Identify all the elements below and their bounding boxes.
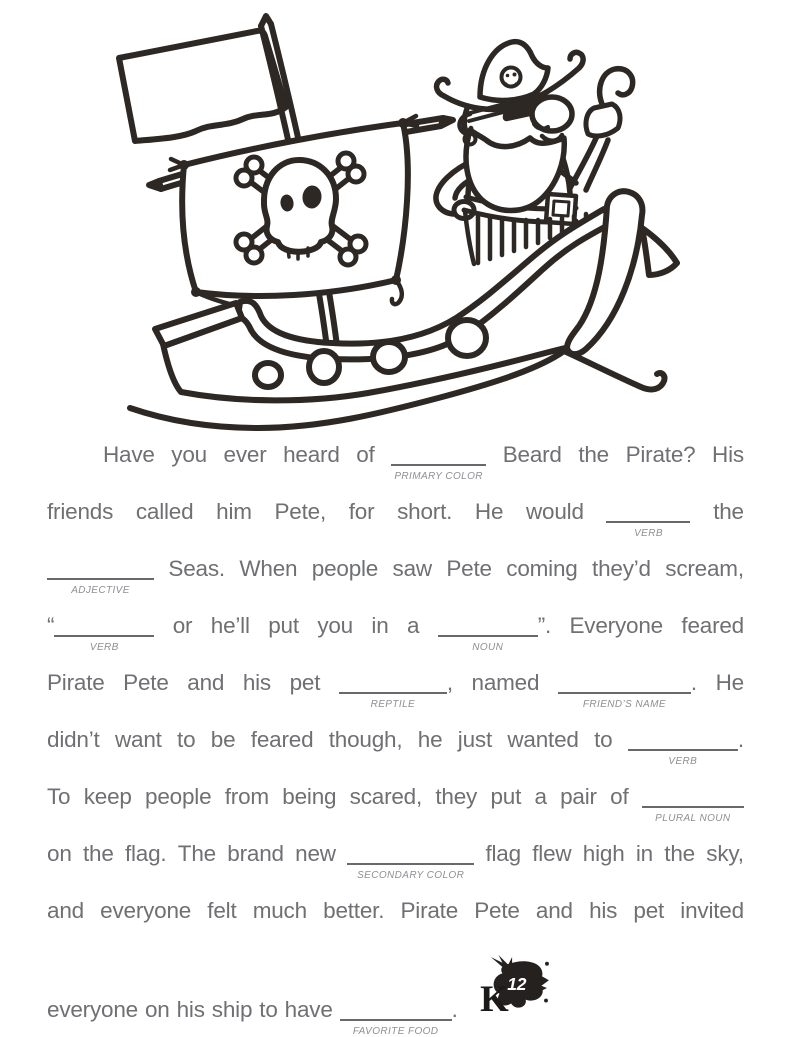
story-word: want [114, 727, 162, 752]
porthole-icon [309, 351, 339, 383]
story-word: and [535, 898, 573, 923]
story-word: When [239, 556, 298, 581]
blank-label: PLURAL NOUN [655, 813, 731, 824]
blank-token: “ VERB [47, 613, 154, 639]
story-word: pet [289, 670, 321, 695]
story-word: of [610, 784, 629, 809]
story-word: just [457, 727, 492, 752]
story-word: have [284, 997, 333, 1022]
story-word: and [47, 898, 84, 923]
story-word: they [435, 784, 478, 809]
blank-label: VERB [89, 642, 119, 653]
story-word: felt [207, 898, 237, 923]
story-word: better. [323, 898, 385, 923]
story-word: brand [227, 841, 284, 866]
blank-label: VERB [634, 528, 663, 539]
fill-in-blank[interactable] [54, 635, 154, 653]
story-word: people [311, 556, 379, 581]
story-line [47, 613, 744, 670]
story-word: a [534, 784, 547, 809]
blank-label: VERB [668, 756, 698, 767]
story-word: saw [392, 556, 432, 581]
stern-post [567, 191, 677, 354]
fill-in-blank[interactable] [391, 464, 486, 482]
story-word: much [252, 898, 307, 923]
story-line [47, 499, 744, 556]
story-word: ship [211, 997, 253, 1022]
story-word: pet [633, 898, 665, 923]
story-word: Beard [502, 442, 562, 467]
porthole-icon [255, 363, 281, 387]
fill-in-blank[interactable] [642, 806, 744, 824]
story-word: short. [397, 499, 453, 524]
story-word: Pete [446, 556, 492, 581]
story-word: friends [47, 499, 114, 524]
blank-label: NOUN [472, 642, 504, 653]
story-word: in [635, 841, 653, 866]
story-word: everyone [47, 997, 138, 1022]
story-word: Pirate? [625, 442, 696, 467]
story-word: flew [532, 841, 572, 866]
k12reader-logo-icon [479, 955, 551, 1017]
story-word: Pirate [47, 670, 105, 695]
story-word: in [371, 613, 389, 638]
story-word: Pete [123, 670, 169, 695]
story-word: put [268, 613, 299, 638]
story-word: the [713, 499, 744, 524]
story-word: scream, [665, 556, 744, 581]
story-word: To [47, 784, 71, 809]
blank-label: SECONDARY COLOR [357, 870, 465, 881]
story-word: a [406, 613, 420, 638]
blank-token: REPTILE , [339, 670, 453, 696]
story-word: they’d [592, 556, 651, 581]
story-word: to [259, 997, 278, 1022]
story-word: Pete [474, 898, 520, 923]
blank-token: VERB . [628, 727, 744, 753]
story-word: to [594, 727, 613, 752]
porthole-icon [448, 320, 486, 356]
story-word: His [712, 442, 744, 467]
blank-label: FAVORITE FOOD [352, 1026, 439, 1037]
blank-label: PRIMARY COLOR [394, 471, 483, 482]
story-word: flag [485, 841, 521, 866]
story-word: and [187, 670, 225, 695]
story-word: the [578, 442, 609, 467]
story-word: feared [250, 727, 314, 752]
story-word: called [135, 499, 194, 524]
story-word: you [171, 442, 207, 467]
story-word: the [664, 841, 695, 866]
story-word: of [356, 442, 375, 467]
story [47, 442, 744, 1037]
story-word: coming [506, 556, 578, 581]
pirate-ship-illustration [0, 0, 791, 438]
blank-label: FRIEND’S NAME [582, 699, 666, 710]
story-line [47, 442, 744, 499]
blank-token: NOUN ”. [438, 613, 551, 639]
story-word: everyone [100, 898, 192, 923]
story-word: Seas. [168, 556, 225, 581]
story-word: being [282, 784, 337, 809]
story-word: his [176, 997, 205, 1022]
fill-in-blank[interactable] [47, 578, 154, 596]
story-word: invited [680, 898, 744, 923]
blank-token [47, 556, 154, 596]
story-line [47, 670, 744, 727]
flag-icon [119, 31, 286, 141]
blank-label: REPTILE [370, 699, 416, 710]
story-word: the [82, 841, 114, 866]
story-word: from [224, 784, 269, 809]
story-word: feared [681, 613, 744, 638]
porthole-icon [373, 342, 405, 372]
story-word: though, [328, 727, 403, 752]
fill-in-blank[interactable] [438, 635, 538, 653]
fill-in-blank[interactable] [347, 863, 474, 881]
blank-token [606, 499, 690, 539]
blank-label: ADJECTIVE [71, 585, 130, 596]
story-word: would [525, 499, 584, 524]
blank-token: FRIEND’S NAME . [558, 670, 697, 696]
story-line [47, 784, 744, 841]
story-line [47, 556, 744, 613]
story-line [47, 727, 744, 784]
story-word: his [589, 898, 618, 923]
story-word: Pirate [400, 898, 459, 923]
story-word: him [216, 499, 252, 524]
story-word: Have [103, 442, 155, 467]
story-word: his [242, 670, 271, 695]
story-word: for [348, 499, 375, 524]
story-word: He [474, 499, 504, 524]
story-word: named [471, 670, 540, 695]
story-word: flag. [124, 841, 167, 866]
story-line [47, 841, 744, 898]
story-word: wanted [507, 727, 579, 752]
svg-text:K: K [479, 978, 509, 1017]
story-word: Pete, [274, 499, 327, 524]
story-word: ever [223, 442, 267, 467]
story-word: be [210, 727, 236, 752]
fill-in-blank[interactable] [558, 692, 691, 710]
story-word: pair [560, 784, 597, 809]
fill-in-blank[interactable] [339, 692, 447, 710]
story-line [47, 955, 744, 1037]
blank-token [347, 841, 474, 881]
story-word: sky, [706, 841, 744, 866]
story-word: people [145, 784, 212, 809]
story-word: new [295, 841, 336, 866]
blank-token [391, 442, 486, 482]
rudder-fin [642, 228, 677, 275]
story-word: on [144, 997, 170, 1022]
fill-in-blank[interactable] [606, 521, 690, 539]
story-word: he’ll [210, 613, 250, 638]
story-word: He [715, 670, 744, 695]
bow-cap [155, 303, 242, 346]
story-word: he [417, 727, 443, 752]
fill-in-blank[interactable] [340, 1019, 452, 1037]
story-word: you [317, 613, 353, 638]
hat-skull-emblem-icon [502, 68, 521, 88]
story-word: Everyone [569, 613, 663, 638]
story-word: didn’t [47, 727, 100, 752]
story-word: or [172, 613, 193, 638]
story-word: heard [283, 442, 340, 467]
blank-token: FAVORITE FOOD . [340, 997, 458, 1023]
story-word: put [490, 784, 522, 809]
blank-token [642, 784, 744, 824]
svg-text:12: 12 [506, 973, 526, 994]
fill-in-blank[interactable] [628, 749, 738, 767]
story-line [47, 898, 744, 955]
story-word: to [177, 727, 196, 752]
story-word: on [47, 841, 72, 866]
hook-hand-icon [586, 69, 633, 136]
story-word: high [582, 841, 625, 866]
story-word: scared, [349, 784, 423, 809]
story-word: The [177, 841, 216, 866]
story-word: keep [83, 784, 132, 809]
